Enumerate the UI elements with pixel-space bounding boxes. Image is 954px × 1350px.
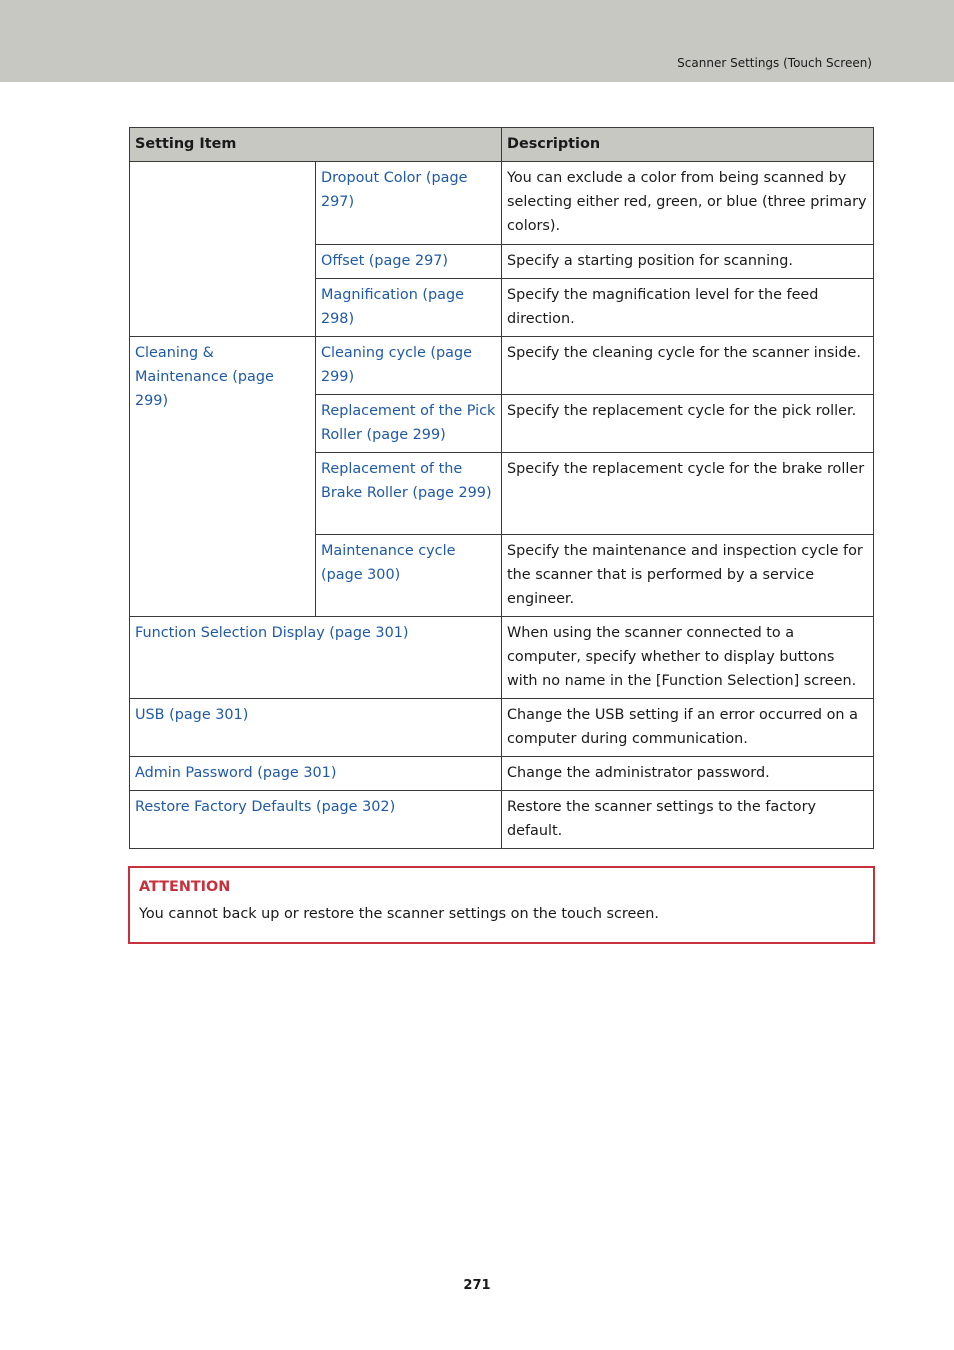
link-text[interactable]: Restore Factory Defaults (page 302) — [135, 799, 396, 815]
setting-link-function-selection[interactable] — [130, 617, 502, 699]
description-cell: Change the administrator password. — [502, 757, 874, 791]
setting-link-cleaning-maintenance[interactable] — [130, 337, 316, 617]
empty-group-cell — [130, 162, 316, 337]
table-row — [130, 162, 874, 245]
description-cell: Specify the maintenance and inspection cycle for the scanner that is performed by a service engineer. — [502, 535, 874, 617]
description-cell: Specify the replacement cycle for the pick roller. — [502, 395, 874, 453]
link-text[interactable]: Magnification (page 298) — [321, 287, 464, 327]
description-cell: Specify the replacement cycle for the brake roller — [502, 453, 874, 535]
setting-link-pick-roller[interactable] — [316, 395, 502, 453]
link-text[interactable]: USB (page 301) — [135, 707, 249, 723]
link-text[interactable]: Dropout Color (page 297) — [321, 170, 468, 210]
description-cell: Specify a starting position for scanning. — [502, 245, 874, 279]
table-row — [130, 337, 874, 395]
column-header-setting-item: Setting Item — [130, 128, 502, 162]
page-number: 271 — [463, 1278, 491, 1293]
table-row — [130, 617, 874, 699]
description-cell: Specify the cleaning cycle for the scanner inside. — [502, 337, 874, 395]
description-cell: Restore the scanner settings to the factory default. — [502, 791, 874, 849]
link-text[interactable]: Maintenance cycle (page 300) — [321, 543, 456, 583]
link-text[interactable]: Function Selection Display (page 301) — [135, 625, 409, 641]
table-row — [130, 791, 874, 849]
attention-box — [128, 866, 875, 944]
attention-text: You cannot back up or restore the scanner settings on the touch screen. — [139, 906, 659, 922]
link-text[interactable]: Replacement of the Pick Roller (page 299) — [321, 403, 496, 443]
table-row — [130, 699, 874, 757]
description-cell: When using the scanner connected to a computer, specify whether to display buttons with no name in the [Function Selection] screen. — [502, 617, 874, 699]
setting-link-offset[interactable] — [316, 245, 502, 279]
link-text[interactable]: Admin Password (page 301) — [135, 765, 337, 781]
setting-link-usb[interactable] — [130, 699, 502, 757]
setting-link-brake-roller[interactable] — [316, 453, 502, 535]
section-title: Scanner Settings (Touch Screen) — [677, 56, 872, 70]
attention-title: ATTENTION — [139, 879, 231, 895]
table-row — [130, 757, 874, 791]
link-text[interactable]: Offset (page 297) — [321, 253, 449, 269]
description-cell: Specify the magnification level for the feed direction. — [502, 279, 874, 337]
setting-link-dropout-color[interactable] — [316, 162, 502, 245]
setting-link-cleaning-cycle[interactable] — [316, 337, 502, 395]
link-text[interactable]: Cleaning cycle (page 299) — [321, 345, 472, 385]
description-cell: Change the USB setting if an error occurred on a computer during communication. — [502, 699, 874, 757]
table-header-row — [130, 128, 874, 162]
setting-link-maintenance-cycle[interactable] — [316, 535, 502, 617]
setting-link-admin-password[interactable] — [130, 757, 502, 791]
setting-link-magnification[interactable] — [316, 279, 502, 337]
setting-link-restore-defaults[interactable] — [130, 791, 502, 849]
description-cell: You can exclude a color from being scanned by selecting either red, green, or blue (three primary colors). — [502, 162, 874, 245]
link-text[interactable]: Cleaning & Maintenance (page 299) — [135, 345, 274, 409]
link-text[interactable]: Replacement of the Brake Roller (page 299) — [321, 461, 492, 501]
column-header-description: Description — [502, 128, 874, 162]
settings-table — [129, 127, 874, 849]
